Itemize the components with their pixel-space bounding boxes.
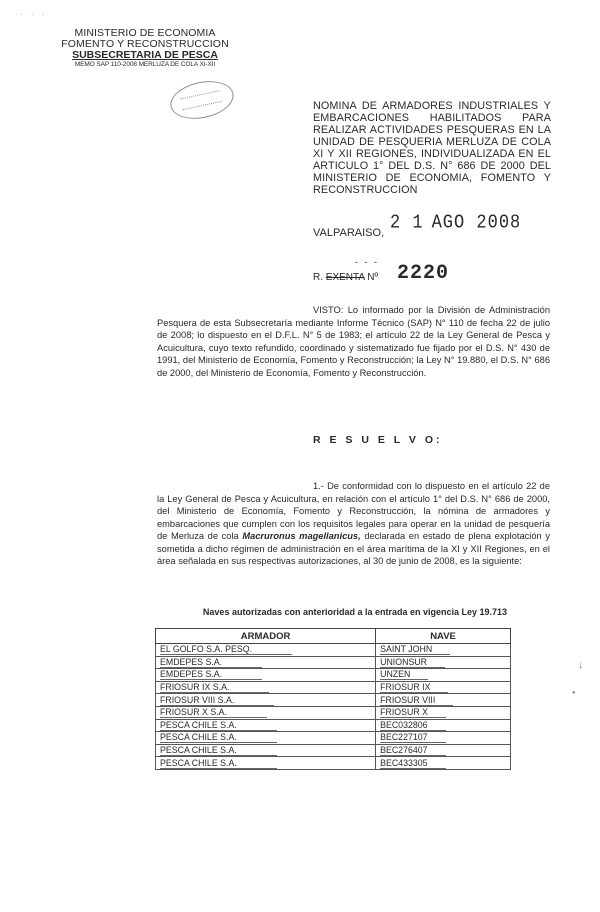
- armador-cell: PESCA CHILE S.A.: [156, 719, 376, 732]
- scan-artifact: · · ·: [20, 10, 48, 19]
- nave-cell: BEC433305: [376, 757, 511, 770]
- undersecretariat-name: SUBSECRETARIA DE PESCA: [72, 49, 218, 62]
- nave-cell: SAINT JOHN: [376, 644, 511, 657]
- article-1-text-after: declarada en estado de plena explotación y sometida a dicho régimen de administración en el área marítima de la XI y XII Regiones, en el área señalada en sus respectivas autorizaciones, al 30 de junio de 2008, es la siguiente:: [157, 531, 550, 566]
- memo-reference: MEMO SAP 110-2008 MERLUZA DE COLA XI-XII: [74, 61, 216, 69]
- nave-cell: UNIONSUR: [376, 656, 511, 669]
- article-1-paragraph: [157, 480, 550, 568]
- column-header-nave: NAVE: [376, 629, 511, 644]
- nave-cell: FRIOSUR IX: [376, 681, 511, 694]
- place-label: VALPARAISO,: [313, 227, 385, 239]
- ministry-name-2: FOMENTO Y RECONSTRUCCION: [61, 38, 229, 51]
- armador-cell: FRIOSUR IX S.A.: [156, 681, 376, 694]
- margin-dot: ●: [572, 690, 576, 696]
- species-name: Macruronus magellanicus,: [242, 531, 361, 541]
- table-row: [156, 669, 511, 682]
- nave-cell: UNZEN: [376, 669, 511, 682]
- armador-cell: PESCA CHILE S.A.: [156, 757, 376, 770]
- armador-cell: PESCA CHILE S.A.: [156, 744, 376, 757]
- armador-cell: FRIOSUR VIII S.A.: [156, 694, 376, 707]
- table-row: [156, 694, 511, 707]
- handwritten-date: [390, 213, 521, 235]
- date-month-year: AGO 2008: [431, 212, 522, 235]
- document-title: NOMINA DE ARMADORES INDUSTRIALES Y EMBARCACIONES HABILITADOS PARA REALIZAR ACTIVIDADES PESQUERAS EN LA UNIDAD DE PESQUERIA MERLUZA DE COLA XI Y XII REGIONES, INDIVIDUALIZADA EN EL ARTICULO 1° DEL D.S. N° 686 DE 2000 DEL MINISTERIO DE ECONOMIA, FOMENTO Y RECONSTRUCCION: [313, 100, 551, 196]
- nave-cell: BEC032806: [376, 719, 511, 732]
- armador-cell: PESCA CHILE S.A.: [156, 732, 376, 745]
- dash-marks: - - -: [355, 257, 379, 267]
- resolution-prefix: R.: [313, 272, 323, 283]
- article-1-text-before: 1.- De conformidad con lo dispuesto en el artículo 22 de la Ley General de Pesca y Acuicultura, en relación con el artículo 1° del D.S. N° 686 de 2000, del Ministerio de Economía, Fomento y Reconstrucción, la nómina de armadores y embarcaciones que cumplen con los requisitos legales para operar en la unidad de pesquería de Merluza de cola: [157, 481, 550, 541]
- nave-cell: BEC227107: [376, 732, 511, 745]
- armador-cell: EMDEPES S.A.: [156, 656, 376, 669]
- nave-cell: FRIOSUR VIII: [376, 694, 511, 707]
- armador-cell: EMDEPES S.A.: [156, 669, 376, 682]
- armador-cell: EL GOLFO S.A. PESQ.: [156, 644, 376, 657]
- table-row: [156, 681, 511, 694]
- table-row: [156, 706, 511, 719]
- table-row: [156, 757, 511, 770]
- resuelvo-heading: R E S U E L V O:: [313, 434, 443, 446]
- vessels-table: [155, 628, 511, 770]
- ministry-name: MINISTERIO DE ECONOMIA: [74, 27, 216, 39]
- nave-cell: FRIOSUR X: [376, 706, 511, 719]
- table-row: [156, 719, 511, 732]
- nave-cell: BEC276407: [376, 744, 511, 757]
- visto-paragraph: VISTO: Lo informado por la División de Administración Pesquera de esta Subsecretaría mediante Informe Técnico (SAP) N° 110 de fecha 22 de julio de 2008; lo dispuesto en el D.F.L. N° 5 de 1983; el artículo 22 de la Ley General de Pesca y Acuicultura, cuyo texto refundido, coordinado y sistematizado fue fijado por el D.S. N° 430 de 1991, del Ministerio de Economía, Fomento y Reconstrucción; la Ley N° 19.880, el D.S. N° 686 de 2000, del Ministerio de Economía, Fomento y Reconstrucción.: [157, 305, 550, 378]
- column-header-armador: ARMADOR: [156, 629, 376, 644]
- resolution-suffix: Nº: [367, 272, 379, 283]
- margin-mark: ↓: [578, 660, 583, 671]
- letterhead: [60, 28, 230, 69]
- table-row: [156, 656, 511, 669]
- date-day: 2 1: [390, 212, 424, 235]
- resolution-label: [313, 272, 378, 283]
- armador-cell: FRIOSUR X S.A.: [156, 706, 376, 719]
- table-row: [156, 732, 511, 745]
- table-row: [156, 744, 511, 757]
- table-row: [156, 644, 511, 657]
- resolution-number: 2220: [397, 262, 450, 285]
- resolution-type: EXENTA: [325, 272, 365, 283]
- table-caption: Naves autorizadas con anterioridad a la entrada en vigencia Ley 19.713: [202, 607, 508, 617]
- official-stamp: [167, 76, 237, 125]
